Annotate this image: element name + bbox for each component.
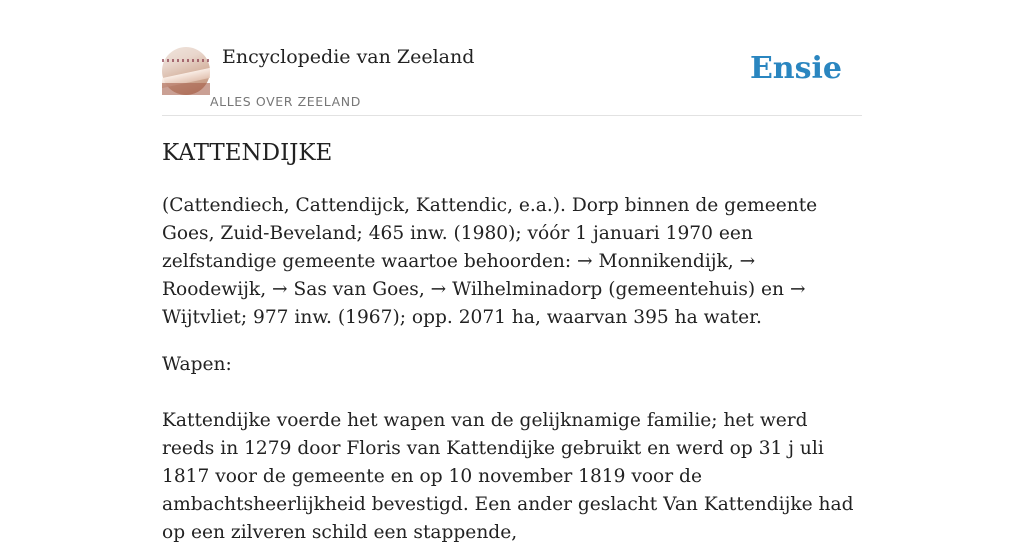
site-header [162, 0, 862, 116]
article-paragraph: Kattendijke voerde het wapen van de gelijknamige familie; het werd reeds in 1279 door Floris van Kattendijke gebruikt en werd op 31 j uli 1817 voor de gemeente en op 10 november 1819 voor de ambachtsheerlijkheid bevestigd. Een ander geslacht Van Kattendijke had op een zilveren schild een stappende, [162, 410, 854, 543]
site-title[interactable]: Encyclopedie van Zeeland [222, 46, 475, 68]
article-body [162, 192, 862, 547]
ensie-logo-link[interactable]: Ensie [749, 51, 842, 86]
page [162, 0, 862, 543]
site-logo-avatar[interactable] [162, 47, 210, 95]
article-title: KATTENDIJKE [162, 140, 333, 166]
site-tagline: ALLES OVER ZEELAND [210, 94, 361, 109]
article-paragraph: (Cattendiech, Cattendijck, Kattendic, e.a.). Dorp binnen de gemeente Goes, Zuid-Beveland; 465 inw. (1980); vóór 1 januari 1970 een zelfstandige gemeente waartoe behoorden: → Monnikendijk, → Roodewijk, → Sas van Goes, → Wilhelminadorp (gemeentehuis) en → Wijtvliet; 977 inw. (1967); opp. 2071 ha, waarvan 395 ha water. [162, 195, 818, 328]
article-paragraph: Wapen: [162, 354, 232, 375]
